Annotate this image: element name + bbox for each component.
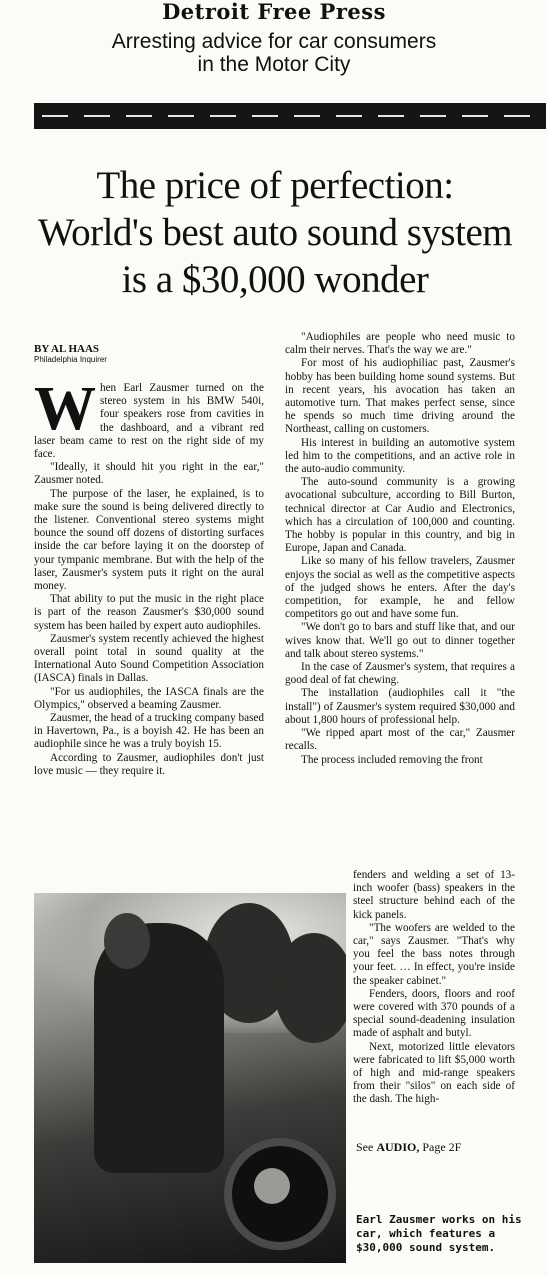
article-paragraph: "We don't go to bars and stuff like that, and our wives know that. We'll go out to dinner together and talk about stereo systems."	[285, 621, 515, 660]
article-paragraph: The auto-sound community is a growing avocational subculture, according to Bill Burton, technical director at Car Audio and Electronics, which has a circulation of 100,000 and counting. The hobby is popular in this country, and big in Europe, Japan and Canada.	[285, 476, 515, 555]
article-paragraph: His interest in building an automotive system led him to the competitions, and an active role in the auto-audio community.	[285, 436, 515, 476]
article-paragraph: The installation (audiophiles call it "the install") of Zausmer's system required $30,000 and about 1,800 hours of professional help.	[285, 687, 515, 726]
subhead-line-2: in the Motor City	[197, 53, 351, 76]
article-paragraph: Zausmer's system recently achieved the highest overall point total in sound quality at the International Auto Sound Competition Association (IASCA) finals in Dallas.	[34, 632, 264, 685]
article-paragraph: In the case of Zausmer's system, that requires a good deal of fat chewing.	[285, 661, 515, 687]
headline-line-1: The price of perfection:	[96, 164, 454, 207]
jump-line	[356, 1140, 461, 1155]
jump-prefix: See	[356, 1140, 374, 1154]
article-paragraph: For most of his audiophiliac past, Zausmer's hobby has been building home sound systems. But in recent years, his avocation has taken an automotive turn. That makes perfect sense, since he spends so much time driving around the Northeast, calling on customers.	[285, 357, 515, 436]
article-paragraph: "Audiophiles are people who need music to calm their nerves. That's the way we are."	[285, 331, 515, 357]
article-paragraph: Like so many of his fellow travelers, Zausmer enjoys the social as well as the competitive aspects of the judged shows he enters. After the day's competition, for example, he and fellow competitors go out and have some fun.	[285, 555, 515, 621]
headline-line-2: World's best auto sound system	[37, 211, 513, 254]
article-paragraph: The process included removing the front	[301, 753, 483, 766]
article-paragraph: That ability to put the music in the right place is part of the reason Zausmer's $30,000 sound system has been hailed by expert auto audiophiles.	[34, 593, 264, 632]
article-column-1	[34, 375, 264, 778]
subhead-line-1: Arresting advice for car consumers	[111, 30, 437, 53]
section-subhead	[0, 30, 548, 76]
article-paragraph: According to Zausmer, audiophiles don't just love music — they require it.	[34, 751, 264, 777]
section-divider-bar	[34, 103, 546, 129]
jump-page: Page 2F	[422, 1140, 462, 1154]
article-paragraph: Fenders, doors, floors and roof were covered with 370 pounds of a special sound-deadening insulation made of asphalt and butyl.	[353, 987, 515, 1040]
jump-section: AUDIO,	[376, 1140, 420, 1154]
byline-source: Philadelphia Inquirer	[34, 355, 107, 364]
drop-cap: W	[34, 375, 96, 443]
article-photo	[34, 893, 346, 1263]
headline	[20, 162, 530, 303]
article-column-2	[285, 331, 515, 767]
headline-line-3: is a $30,000 wonder	[121, 258, 429, 301]
article-paragraph: When Earl Zausmer turned on the stereo system in his BMW 540i, four speakers rose from cavities in the dashboard, and a vibrant red laser beam came to rest on the right side of my face.	[34, 375, 264, 461]
article-paragraph: The purpose of the laser, he explained, is to make sure the sound is being delivered directly to the listener. Conventional stereo systems might bounce the sound off dozens of distorting surfaces inside the car before laying it on the doorstep of your tympanic membrane. But with the help of the laser, Zausmer's system puts it right on the aural money.	[34, 487, 264, 593]
masthead: Detroit Free Press	[162, 0, 386, 24]
article-paragraph: "The woofers are welded to the car," says Zausmer. "That's why you feel the bass notes through your feet. … In effect, you're inside the speaker cabinet."	[353, 921, 515, 987]
photo-caption: Earl Zausmer works on his car, which features a $30,000 sound system.	[356, 1213, 522, 1254]
article-paragraph: fenders and welding a set of 13-inch woofer (bass) speakers in the steel structure behind each of the kick panels.	[353, 869, 515, 921]
article-paragraph: "We ripped apart most of the car," Zausmer recalls.	[285, 727, 515, 753]
article-paragraph: "Ideally, it should hit you right in the ear," Zausmer noted.	[34, 461, 264, 487]
byline: BY AL HAAS	[34, 343, 100, 355]
article-paragraph: Zausmer, the head of a trucking company based in Havertown, Pa., is a boyish 42. He has been an audiophile since he was a truly boyish 15.	[34, 712, 264, 751]
article-paragraph: Next, motorized little elevators were fabricated to lift $5,000 worth of high and mid-range speakers from their "silos" on each side of the dash. The high-	[353, 1040, 515, 1106]
article-paragraph: "For us audiophiles, the IASCA finals are the Olympics," observed a beaming Zausmer.	[34, 685, 264, 711]
article-column-3	[353, 869, 515, 1107]
